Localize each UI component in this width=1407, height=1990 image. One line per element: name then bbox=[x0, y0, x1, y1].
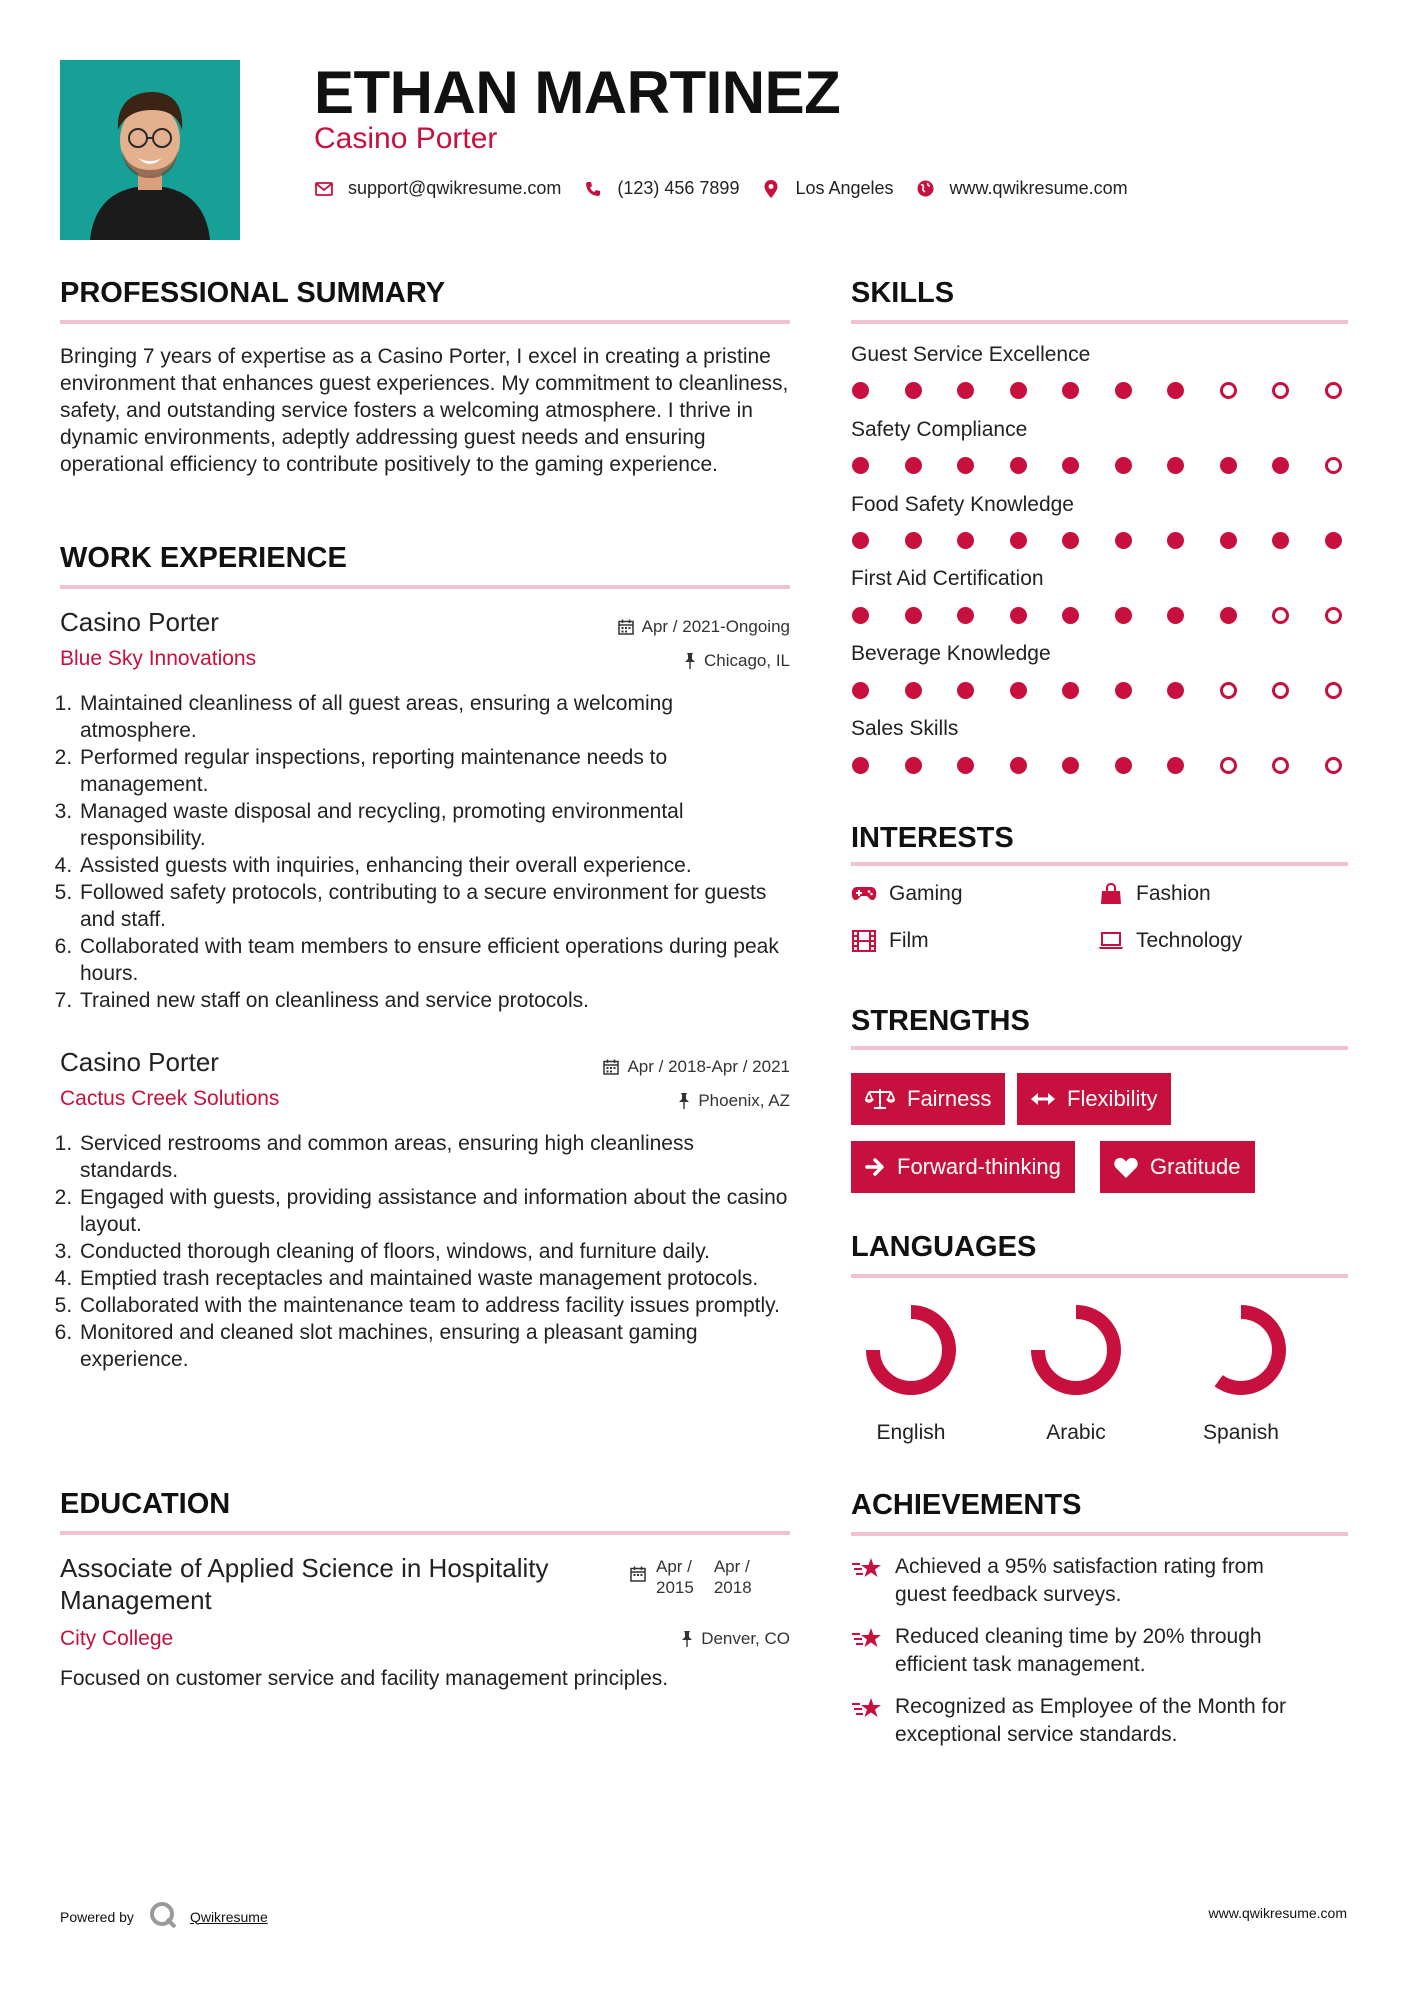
job-2-title: Casino Porter bbox=[60, 1047, 219, 1077]
skill-dot-empty bbox=[1220, 757, 1237, 774]
duty-item: 4. Assisted guests with inquiries, enhancing their overall experience. bbox=[78, 852, 790, 879]
skill-label: Guest Service Excellence bbox=[851, 343, 1091, 366]
interests-heading: INTERESTS bbox=[851, 822, 1014, 854]
skill-dot-filled bbox=[905, 757, 922, 774]
skill-dot-filled bbox=[1062, 757, 1079, 774]
job-2-company: Cactus Creek Solutions bbox=[60, 1087, 280, 1110]
globe-icon bbox=[916, 179, 936, 199]
job-2-location bbox=[500, 1091, 790, 1111]
website-text: www.qwikresume.com bbox=[949, 178, 1128, 198]
summary-text: Bringing 7 years of expertise as a Casino Porter, I excel in creating a pristine environment that enhances guest experiences. My commitment to cleanliness, safety, and outstanding service fosters a welcoming atmosphere. I thrive in dynamic environments, adeptly addressing guest needs and ensuring operational efficiency to contribute positively to the gaming experience. bbox=[60, 345, 789, 476]
email-text: support@qwikresume.com bbox=[348, 178, 562, 198]
skill-dot-filled bbox=[905, 532, 922, 549]
qwikresume-link[interactable]: Qwikresume bbox=[189, 1908, 268, 1925]
job-1-dates-text: Apr / 2021-Ongoing bbox=[641, 617, 790, 636]
laptop-icon bbox=[1098, 930, 1124, 952]
achievement-item bbox=[851, 1693, 1311, 1749]
skill-dot-filled bbox=[905, 457, 922, 474]
language-label: Spanish bbox=[1203, 1421, 1279, 1444]
skill-dot-filled bbox=[1167, 532, 1184, 549]
skill-rating-dots bbox=[852, 682, 1342, 699]
job-1-location bbox=[500, 651, 790, 671]
achievement-text: Recognized as Employee of the Month for exceptional service standards. bbox=[895, 1695, 1287, 1746]
education-end-month: Apr / bbox=[713, 1557, 750, 1576]
location-text: Los Angeles bbox=[795, 178, 894, 198]
gamepad-icon bbox=[851, 883, 877, 905]
job-1-duties bbox=[60, 690, 790, 1014]
strength-tag bbox=[1100, 1141, 1255, 1193]
duty-item: 1. Serviced restrooms and common areas, ensuring high cleanliness standards. bbox=[78, 1130, 790, 1184]
skill-dot-filled bbox=[852, 532, 869, 549]
skill-dot-filled bbox=[1062, 682, 1079, 699]
language-ring-arc bbox=[1038, 1312, 1114, 1388]
skill-dot-filled bbox=[1220, 607, 1237, 624]
job-2-duties bbox=[60, 1130, 790, 1373]
skill-dot-filled bbox=[1167, 382, 1184, 399]
achievement-text: Reduced cleaning time by 20% through efficient task management. bbox=[895, 1625, 1262, 1676]
job-1-title: Casino Porter bbox=[60, 607, 219, 637]
interest-item bbox=[851, 882, 963, 906]
pushpin-icon bbox=[678, 1093, 690, 1109]
contact-bar bbox=[314, 178, 1150, 199]
skill-rating-dots bbox=[852, 457, 1342, 474]
contact-email[interactable] bbox=[314, 178, 561, 199]
calendar-icon bbox=[603, 1059, 619, 1075]
skill-dot-filled bbox=[1167, 607, 1184, 624]
skill-dot-filled bbox=[1062, 457, 1079, 474]
skill-dot-filled bbox=[1325, 532, 1342, 549]
skill-dot-filled bbox=[852, 607, 869, 624]
shopping-bag-icon bbox=[1098, 883, 1124, 905]
skill-dot-filled bbox=[957, 382, 974, 399]
education-end-year: 2018 bbox=[713, 1578, 752, 1597]
achievement-text: Achieved a 95% satisfaction rating from guest feedback surveys. bbox=[895, 1555, 1264, 1606]
interests-divider bbox=[851, 862, 1348, 866]
shooting-star-icon bbox=[851, 1623, 885, 1679]
skill-dot-filled bbox=[1167, 457, 1184, 474]
skill-dot-empty bbox=[1220, 382, 1237, 399]
skills-divider bbox=[851, 320, 1348, 324]
skill-dot-empty bbox=[1272, 607, 1289, 624]
duty-item: 3. Managed waste disposal and recycling, promoting environmental responsibility. bbox=[78, 798, 790, 852]
education-start-year: 2015 bbox=[656, 1578, 694, 1597]
strength-tag bbox=[1017, 1073, 1171, 1125]
languages-heading: LANGUAGES bbox=[851, 1231, 1037, 1263]
duty-item: 4. Emptied trash receptacles and maintained waste management protocols. bbox=[78, 1265, 790, 1292]
candidate-role: Casino Porter bbox=[314, 122, 498, 155]
skill-dot-filled bbox=[905, 682, 922, 699]
skill-dot-filled bbox=[1272, 457, 1289, 474]
strength-tag bbox=[851, 1141, 1075, 1193]
skill-dot-filled bbox=[957, 532, 974, 549]
phone-icon bbox=[583, 179, 603, 199]
profile-photo bbox=[60, 60, 240, 240]
skill-dot-empty bbox=[1325, 607, 1342, 624]
job-2-location-text: Phoenix, AZ bbox=[698, 1091, 790, 1110]
work-heading: WORK EXPERIENCE bbox=[60, 542, 347, 574]
skill-dot-filled bbox=[852, 382, 869, 399]
education-location-text: Denver, CO bbox=[701, 1629, 790, 1648]
language-ring bbox=[863, 1302, 959, 1398]
skill-label: Beverage Knowledge bbox=[851, 642, 1051, 665]
education-divider bbox=[60, 1531, 790, 1535]
skill-dot-empty bbox=[1325, 757, 1342, 774]
strength-label: Forward-thinking bbox=[897, 1154, 1061, 1179]
skill-dot-filled bbox=[1167, 757, 1184, 774]
skill-dot-filled bbox=[1010, 382, 1027, 399]
interest-item bbox=[1098, 929, 1242, 953]
education-location bbox=[500, 1629, 790, 1649]
skill-dot-filled bbox=[1010, 757, 1027, 774]
skill-dot-filled bbox=[1010, 682, 1027, 699]
skill-dot-filled bbox=[957, 457, 974, 474]
strengths-heading: STRENGTHS bbox=[851, 1005, 1030, 1037]
language-ring bbox=[1028, 1302, 1124, 1398]
skill-rating-dots bbox=[852, 532, 1342, 549]
job-1-dates bbox=[500, 617, 790, 637]
skill-dot-filled bbox=[957, 757, 974, 774]
work-divider bbox=[60, 585, 790, 589]
language-label: English bbox=[876, 1421, 946, 1444]
skill-label: Sales Skills bbox=[851, 717, 959, 740]
school-name: City College bbox=[60, 1627, 174, 1650]
envelope-icon bbox=[314, 179, 334, 199]
skill-dot-filled bbox=[1010, 532, 1027, 549]
skill-dot-filled bbox=[1115, 382, 1132, 399]
skill-dot-empty bbox=[1272, 757, 1289, 774]
skill-dot-filled bbox=[905, 607, 922, 624]
skill-dot-empty bbox=[1272, 382, 1289, 399]
pushpin-icon bbox=[681, 1631, 693, 1647]
summary-divider bbox=[60, 320, 790, 324]
skill-dot-filled bbox=[1115, 682, 1132, 699]
balance-scale-icon bbox=[865, 1088, 895, 1110]
contact-phone[interactable] bbox=[583, 178, 739, 199]
achievement-item bbox=[851, 1553, 1311, 1609]
duty-item: 6. Monitored and cleaned slot machines, ensuring a pleasant gaming experience. bbox=[78, 1319, 790, 1373]
arrows-horizontal-icon bbox=[1031, 1092, 1055, 1106]
achievements-heading: ACHIEVEMENTS bbox=[851, 1489, 1082, 1521]
skill-dot-filled bbox=[905, 382, 922, 399]
achievement-item bbox=[851, 1623, 1311, 1679]
skill-dot-filled bbox=[1062, 607, 1079, 624]
duty-item: 5. Followed safety protocols, contributing to a secure environment for guests and staff. bbox=[78, 879, 790, 933]
skill-dot-empty bbox=[1220, 682, 1237, 699]
skill-dot-filled bbox=[957, 682, 974, 699]
interest-label: Film bbox=[889, 929, 929, 952]
interest-item bbox=[1098, 882, 1211, 906]
pushpin-icon bbox=[684, 653, 696, 669]
arrow-right-icon bbox=[865, 1157, 885, 1177]
skill-dot-filled bbox=[957, 607, 974, 624]
skill-dot-filled bbox=[1115, 607, 1132, 624]
skill-dot-filled bbox=[1010, 457, 1027, 474]
duty-item: 1. Maintained cleanliness of all guest areas, ensuring a welcoming atmosphere. bbox=[78, 690, 790, 744]
duty-item: 3. Conducted thorough cleaning of floors, windows, and furniture daily. bbox=[78, 1238, 790, 1265]
duty-item: 2. Performed regular inspections, reporting maintenance needs to management. bbox=[78, 744, 790, 798]
skill-dot-filled bbox=[852, 682, 869, 699]
skill-dot-filled bbox=[1272, 532, 1289, 549]
skill-dot-filled bbox=[1220, 457, 1237, 474]
skill-rating-dots bbox=[852, 757, 1342, 774]
strength-label: Fairness bbox=[907, 1086, 992, 1111]
education-start-month: Apr / bbox=[656, 1557, 692, 1576]
contact-location bbox=[761, 178, 893, 199]
phone-text: (123) 456 7899 bbox=[617, 178, 740, 198]
skill-dot-filled bbox=[1062, 532, 1079, 549]
language-item bbox=[1011, 1302, 1141, 1445]
job-2-dates bbox=[500, 1057, 790, 1077]
skill-dot-filled bbox=[1062, 382, 1079, 399]
education-dates bbox=[630, 1556, 752, 1598]
interest-label: Fashion bbox=[1136, 882, 1211, 905]
heart-icon bbox=[1114, 1157, 1138, 1178]
education-heading: EDUCATION bbox=[60, 1488, 231, 1520]
interest-item bbox=[851, 929, 929, 953]
language-ring-arc bbox=[1219, 1312, 1279, 1388]
strengths-divider bbox=[851, 1046, 1348, 1050]
footer-powered-by bbox=[60, 1900, 268, 1933]
skill-dot-filled bbox=[1220, 532, 1237, 549]
job-1-company: Blue Sky Innovations bbox=[60, 647, 257, 670]
language-ring-arc bbox=[873, 1312, 949, 1388]
contact-website[interactable] bbox=[916, 178, 1128, 199]
strength-label: Flexibility bbox=[1067, 1086, 1158, 1111]
skill-dot-filled bbox=[852, 757, 869, 774]
skill-dot-empty bbox=[1325, 457, 1342, 474]
calendar-icon bbox=[630, 1566, 646, 1582]
skill-dot-empty bbox=[1272, 682, 1289, 699]
interest-label: Gaming bbox=[889, 882, 963, 905]
duty-item: 6. Collaborated with team members to ensure efficient operations during peak hours. bbox=[78, 933, 790, 987]
skill-dot-filled bbox=[1115, 457, 1132, 474]
duty-item: 7. Trained new staff on cleanliness and service protocols. bbox=[78, 987, 790, 1014]
skill-dot-filled bbox=[1115, 757, 1132, 774]
language-item bbox=[846, 1302, 976, 1445]
skill-label: Food Safety Knowledge bbox=[851, 493, 1074, 516]
summary-heading: PROFESSIONAL SUMMARY bbox=[60, 277, 446, 309]
job-1-location-text: Chicago, IL bbox=[704, 651, 790, 670]
skill-dot-empty bbox=[1325, 682, 1342, 699]
candidate-name: ETHAN MARTINEZ bbox=[314, 59, 841, 126]
duty-item: 5. Collaborated with the maintenance team to address facility issues promptly. bbox=[78, 1292, 790, 1319]
language-ring bbox=[1193, 1302, 1289, 1398]
language-item bbox=[1176, 1302, 1306, 1445]
skills-heading: SKILLS bbox=[851, 277, 955, 309]
map-pin-icon bbox=[761, 179, 781, 199]
education-description: Focused on customer service and facility management principles. bbox=[60, 1667, 669, 1690]
calendar-icon bbox=[618, 619, 634, 635]
film-icon bbox=[851, 930, 877, 952]
skill-label: Safety Compliance bbox=[851, 418, 1028, 441]
skill-dot-empty bbox=[1325, 382, 1342, 399]
powered-by-text: Powered by bbox=[60, 1908, 134, 1925]
footer-website[interactable]: www.qwikresume.com bbox=[1208, 1905, 1347, 1921]
qwikresume-logo-icon bbox=[148, 1900, 178, 1933]
language-label: Arabic bbox=[1046, 1421, 1106, 1444]
duty-item: 2. Engaged with guests, providing assistance and information about the casino layout. bbox=[78, 1184, 790, 1238]
interest-label: Technology bbox=[1136, 929, 1243, 952]
skill-dot-filled bbox=[1167, 682, 1184, 699]
shooting-star-icon bbox=[851, 1693, 885, 1749]
strength-label: Gratitude bbox=[1150, 1154, 1241, 1179]
skill-dot-filled bbox=[852, 457, 869, 474]
strength-tag bbox=[851, 1073, 1005, 1125]
job-2-dates-text: Apr / 2018-Apr / 2021 bbox=[627, 1057, 790, 1076]
shooting-star-icon bbox=[851, 1553, 885, 1609]
achievements-divider bbox=[851, 1532, 1348, 1536]
languages-divider bbox=[851, 1274, 1348, 1278]
degree-title: Associate of Applied Science in Hospitality Management bbox=[60, 1553, 549, 1615]
skill-label: First Aid Certification bbox=[851, 567, 1044, 590]
skill-rating-dots bbox=[852, 607, 1342, 624]
skill-rating-dots bbox=[852, 382, 1342, 399]
skill-dot-filled bbox=[1010, 607, 1027, 624]
skill-dot-filled bbox=[1115, 532, 1132, 549]
